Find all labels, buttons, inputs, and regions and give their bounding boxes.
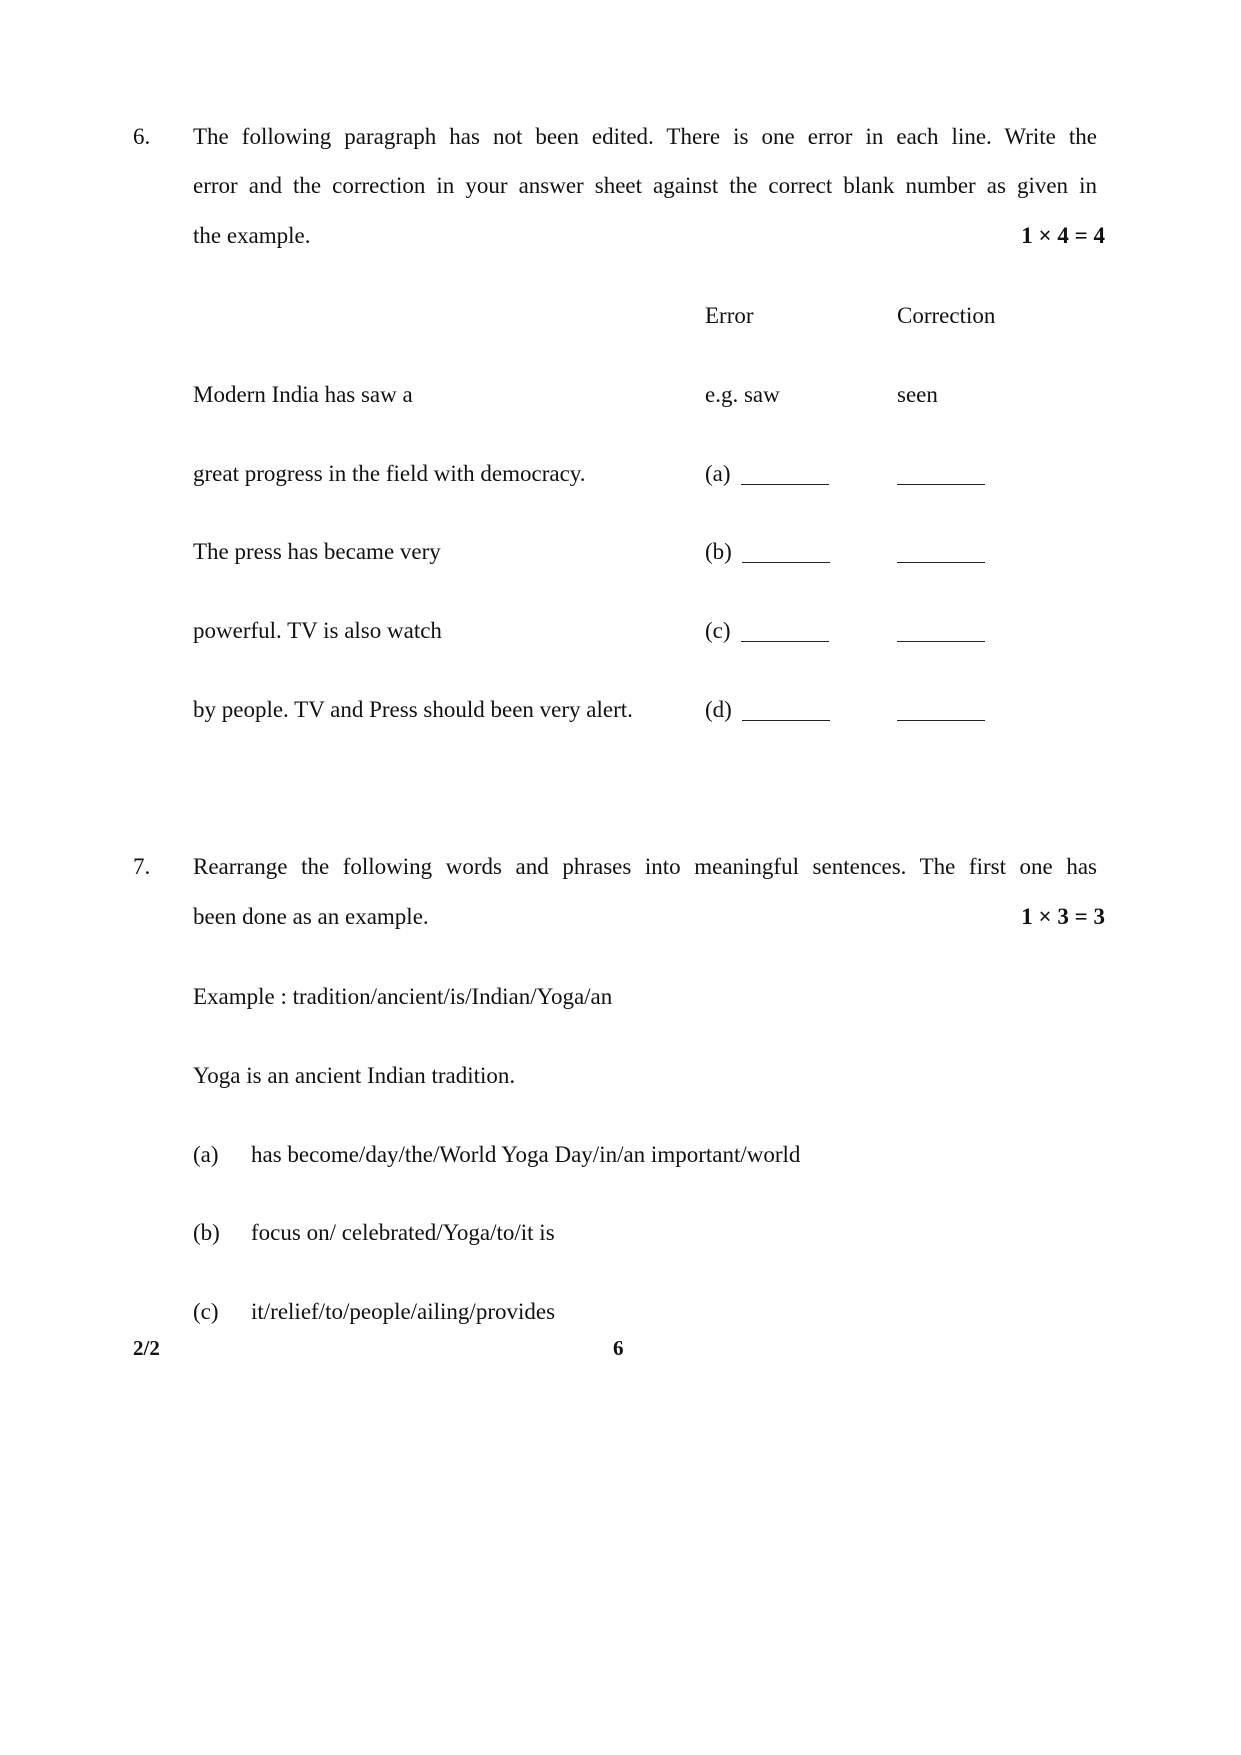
blank-c-error [705, 618, 829, 644]
blank-label-a: (a) [705, 461, 731, 486]
correction-blank-line [897, 466, 985, 485]
paragraph-line-d: by people. TV and Press should been very alert. [193, 697, 633, 722]
blank-label-c: (c) [705, 618, 731, 643]
question-6-text-line-1: The following paragraph has not been edited. There is one error in each line. Write the [193, 124, 1097, 149]
item-a-text: has become/day/the/World Yoga Day/in/an important/world [251, 1142, 801, 1167]
blank-label-b: (b) [705, 539, 732, 564]
blank-b-correction [897, 539, 985, 565]
item-a-label: (a) [193, 1142, 219, 1167]
page-number: 6 [613, 1336, 624, 1360]
paragraph-line-example: Modern India has saw a [193, 382, 413, 407]
error-blank-line [741, 623, 829, 642]
question-7-marks: 1 × 3 = 3 [1021, 904, 1105, 929]
correction-blank-line [897, 623, 985, 642]
paragraph-line-a: great progress in the field with democracy. [193, 461, 586, 486]
example-error: e.g. saw [705, 382, 780, 407]
question-6-text-line-2: error and the correction in your answer sheet against the correct blank number as given in [193, 173, 1097, 198]
question-7-number: 7. [133, 854, 151, 879]
blank-a-correction [897, 461, 985, 487]
question-7-example-answer: Yoga is an ancient Indian tradition. [193, 1063, 516, 1088]
error-blank-line [741, 466, 829, 485]
example-correction: seen [897, 382, 938, 407]
paper-code: 2/2 [133, 1336, 160, 1360]
error-blank-line [742, 544, 830, 563]
blank-a-error [705, 461, 829, 487]
blank-b-error [705, 539, 830, 565]
item-b-label: (b) [193, 1220, 220, 1245]
blank-c-correction [897, 618, 985, 644]
question-6-text-line-3: the example. [193, 223, 311, 248]
error-blank-line [742, 702, 830, 721]
item-c-label: (c) [193, 1299, 219, 1324]
question-6-marks: 1 × 4 = 4 [1021, 223, 1105, 248]
correction-blank-line [897, 702, 985, 721]
blank-d-correction [897, 697, 985, 723]
item-b-text: focus on/ celebrated/Yoga/to/it is [251, 1220, 555, 1245]
item-c-text: it/relief/to/people/ailing/provides [251, 1299, 556, 1324]
paragraph-line-c: powerful. TV is also watch [193, 618, 442, 643]
blank-d-error [705, 697, 830, 723]
correction-blank-line [897, 544, 985, 563]
correction-column-header: Correction [897, 303, 996, 328]
question-6-number: 6. [133, 124, 151, 149]
question-7-example: Example : tradition/ancient/is/Indian/Yoga/an [193, 984, 613, 1009]
blank-label-d: (d) [705, 697, 732, 722]
question-7-text-line-1: Rearrange the following words and phrases into meaningful sentences. The first one has [193, 854, 1097, 879]
error-column-header: Error [705, 303, 754, 328]
question-7-text-line-2: been done as an example. [193, 904, 429, 929]
paragraph-line-b: The press has became very [193, 539, 441, 564]
